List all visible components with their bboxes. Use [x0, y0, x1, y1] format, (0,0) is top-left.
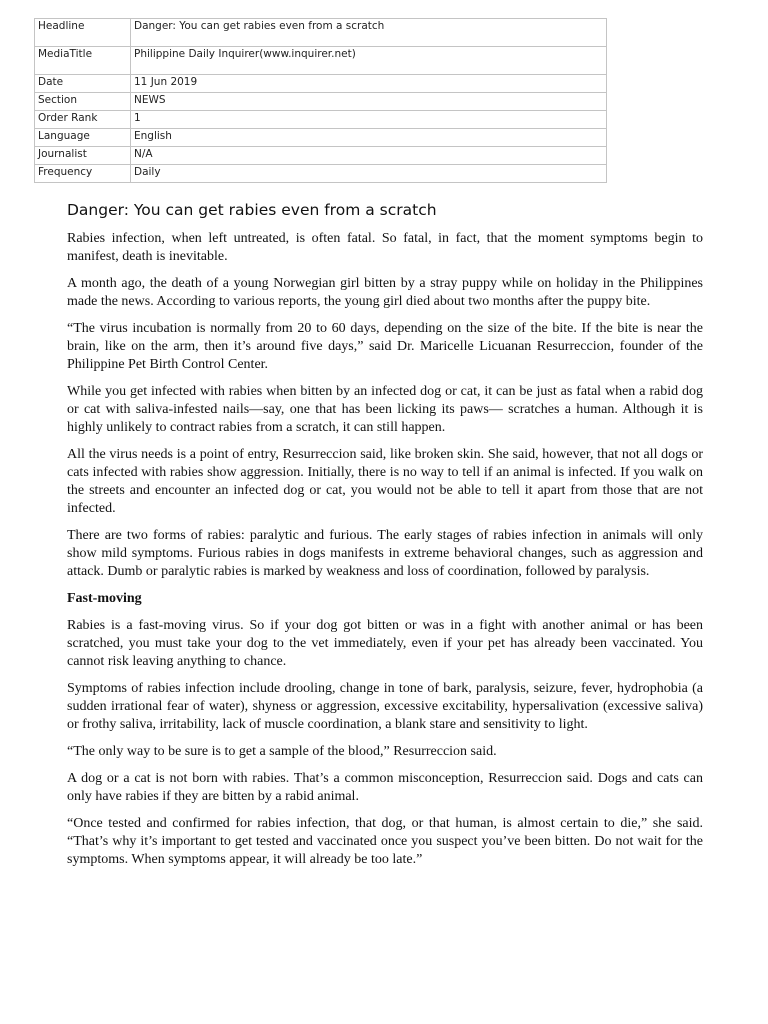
- article-paragraph: A month ago, the death of a young Norwegian girl bitten by a stray puppy while on holiday in the Philippines made the news. According to various reports, the young girl died about two months after the puppy bite.: [67, 276, 703, 309]
- metadata-row-mediatitle: [35, 47, 607, 75]
- article-paragraph: Rabies infection, when left untreated, is often fatal. So fatal, in fact, that the moment symptoms begin to manifest, death is inevitable.: [67, 231, 703, 264]
- metadata-row-headline: [35, 19, 607, 47]
- metadata-value: N/A: [131, 147, 607, 165]
- metadata-label: MediaTitle: [35, 47, 131, 75]
- metadata-value: 1: [131, 111, 607, 129]
- metadata-label: Journalist: [35, 147, 131, 165]
- article-subheading: Fast-moving: [67, 591, 142, 606]
- article-paragraph: Symptoms of rabies infection include drooling, change in tone of bark, paralysis, seizure, fever, hydrophobia (a sudden irrational fear of water), shyness or aggression, excessive excitability, hypersalivation (excessive saliva) or frothy saliva, irritability, lack of muscle coordination, a blank stare and sensitivity to light.: [67, 681, 703, 732]
- metadata-label: Frequency: [35, 165, 131, 183]
- article-paragraph: There are two forms of rabies: paralytic and furious. The early stages of rabies infection in animals will only show mild symptoms. Furious rabies in dogs manifests in extreme behavioral changes, such as aggression and attack. Dumb or paralytic rabies is marked by weakness and loss of coordination, followed by paralysis.: [67, 528, 703, 579]
- metadata-label: Section: [35, 93, 131, 111]
- article-paragraph: Rabies is a fast-moving virus. So if your dog got bitten or was in a fight with another animal or has been scratched, you must take your dog to the vet immediately, even if your pet has already been vaccinated. You cannot risk leaving anything to chance.: [67, 618, 703, 669]
- metadata-label: Headline: [35, 19, 131, 47]
- metadata-row-date: [35, 75, 607, 93]
- metadata-value: Philippine Daily Inquirer(www.inquirer.net): [131, 47, 607, 75]
- metadata-label: Date: [35, 75, 131, 93]
- article-paragraph: While you get infected with rabies when bitten by an infected dog or cat, it can be just as fatal when a rabid dog or cat with saliva-infested nails—say, one that has been licking its paws— scratches a human. Although it is highly unlikely to contract rabies from a scratch, it can still happen.: [67, 384, 703, 435]
- article-headline: Danger: You can get rabies even from a scratch: [67, 201, 437, 219]
- article-paragraph: “Once tested and confirmed for rabies infection, that dog, or that human, is almost certain to die,” she said. “That’s why it’s important to get tested and vaccinated once you suspect you’ve been bitten. Do not wait for the symptoms. When symptoms appear, it will already be too late.”: [67, 816, 703, 867]
- metadata-value: English: [131, 129, 607, 147]
- metadata-label: Language: [35, 129, 131, 147]
- metadata-row-journalist: [35, 147, 607, 165]
- metadata-row-frequency: [35, 165, 607, 183]
- metadata-table: [34, 18, 607, 183]
- metadata-value: 11 Jun 2019: [131, 75, 607, 93]
- metadata-value: Danger: You can get rabies even from a scratch: [131, 19, 607, 47]
- metadata-row-language: [35, 129, 607, 147]
- article-paragraph: A dog or a cat is not born with rabies. That’s a common misconception, Resurreccion said. Dogs and cats can only have rabies if they are bitten by a rabid animal.: [67, 771, 703, 804]
- metadata-value: Daily: [131, 165, 607, 183]
- metadata-value: NEWS: [131, 93, 607, 111]
- article-paragraph: “The virus incubation is normally from 20 to 60 days, depending on the size of the bite. If the bite is near the brain, like on the arm, then it’s around five days,” said Dr. Maricelle Licuanan Resurreccion, founder of the Philippine Pet Birth Control Center.: [67, 321, 703, 372]
- article-paragraph: “The only way to be sure is to get a sample of the blood,” Resurreccion said.: [67, 744, 497, 759]
- article-paragraph: All the virus needs is a point of entry, Resurreccion said, like broken skin. She said, however, that not all dogs or cats infected with rabies show aggression. Initially, there is no way to tell if an animal is infected. If you walk on the streets and encounter an infected dog or cat, you would not be able to tell it apart from those that are not infected.: [67, 447, 703, 516]
- article-body: [67, 199, 703, 878]
- metadata-row-section: [35, 93, 607, 111]
- metadata-row-order-rank: [35, 111, 607, 129]
- metadata-label: Order Rank: [35, 111, 131, 129]
